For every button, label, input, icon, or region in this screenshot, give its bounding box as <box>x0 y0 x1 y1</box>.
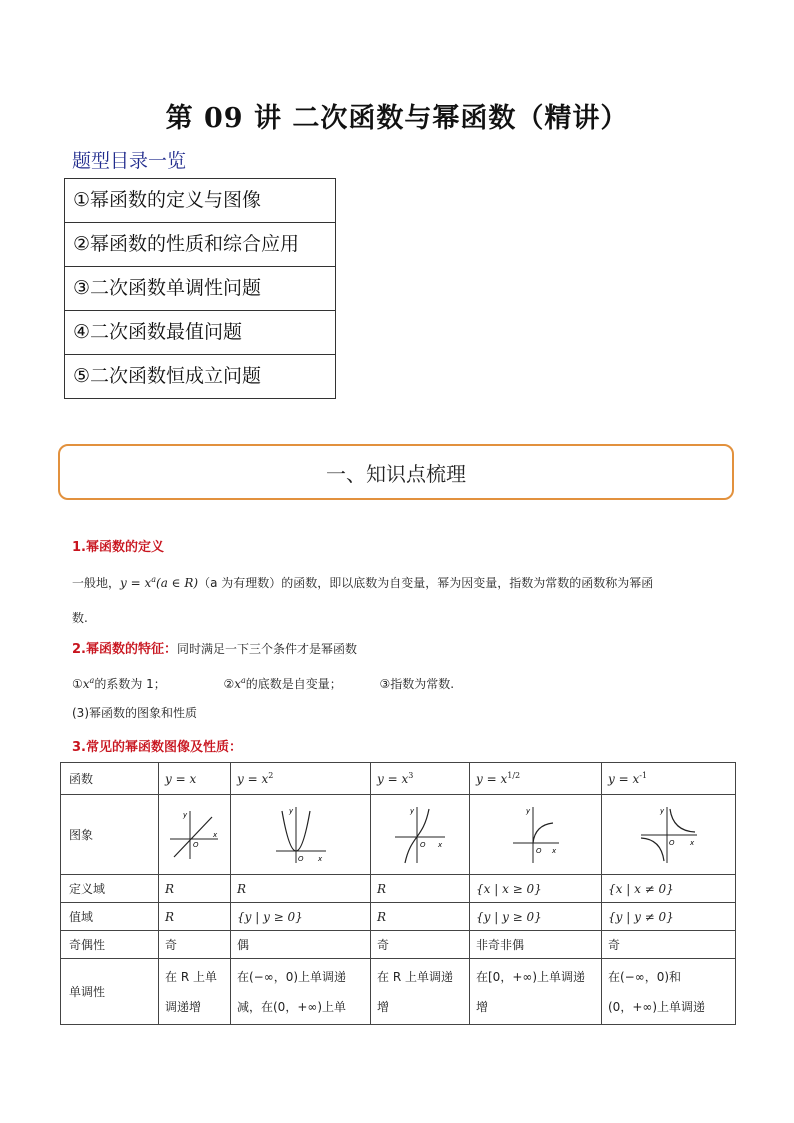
axis-y-label: y <box>182 810 187 819</box>
graph-cell <box>470 795 602 875</box>
svg-text:x: x <box>689 838 694 847</box>
features-heading: 2.幂函数的特征： <box>72 642 177 657</box>
parity-cell: 奇 <box>159 931 231 959</box>
row-label-range: 值域 <box>61 903 159 931</box>
parity-cell: 非奇非偶 <box>470 931 602 959</box>
monotonic-cell: 在 R 上单调递增 <box>159 959 231 1025</box>
graph-sqrt <box>509 805 563 865</box>
features-intro: 同时满足一下三个条件才是幂函数 <box>176 642 357 656</box>
svg-text:O: O <box>535 846 542 855</box>
definition-heading: 1.幂函数的定义 <box>72 540 164 555</box>
svg-text:O: O <box>668 838 675 847</box>
graph-cube <box>393 805 447 865</box>
function-cell: y = x <box>159 763 231 795</box>
domain-cell: {x | x ≥ 0} <box>470 875 602 903</box>
axis-x-label: x <box>212 830 217 839</box>
page-title: 第 09 讲 二次函数与幂函数（精讲） <box>165 103 629 134</box>
monotonic-cell: 在(−∞，0)上单调递减，在(0，+∞)上单 <box>231 959 371 1025</box>
toc-heading: 题型目录一览 <box>72 150 187 172</box>
graph-cell <box>159 795 231 875</box>
graph-square <box>274 805 328 865</box>
range-cell: {y | y ≥ 0} <box>470 903 602 931</box>
svg-text:O: O <box>297 854 304 863</box>
feature-item-3: ③指数为常数. <box>379 677 455 691</box>
monotonic-cell: 在 R 上单调递增 <box>371 959 470 1025</box>
parity-cell: 奇 <box>371 931 470 959</box>
row-label-parity: 奇偶性 <box>61 931 159 959</box>
section-title: 一、知识点梳理 <box>326 461 466 486</box>
features-items <box>72 666 454 699</box>
feature-item-1: $①x^a$的系数为 1； <box>72 676 166 691</box>
svg-text:x: x <box>551 846 556 855</box>
domain-cell: R <box>231 875 371 903</box>
range-cell: {y | y ≥ 0} <box>231 903 371 931</box>
svg-text:O: O <box>420 840 426 849</box>
function-cell: $y = x^3$ <box>371 763 470 795</box>
domain-cell: {x | x ≠ 0} <box>602 875 736 903</box>
definition-text-end: 数. <box>72 611 88 625</box>
domain-cell: R <box>159 875 231 903</box>
definition-formula: $y = x^a(a$ ∈ R) <box>120 575 199 590</box>
svg-text:y: y <box>410 806 415 815</box>
toc-item: ②幂函数的性质和综合应用 <box>65 223 336 267</box>
range-cell: R <box>371 903 470 931</box>
svg-text:y: y <box>659 806 664 815</box>
graph-cell <box>231 795 371 875</box>
parity-cell: 偶 <box>231 931 371 959</box>
graph-linear <box>168 809 222 861</box>
power-function-table <box>60 762 736 1025</box>
svg-text:y: y <box>288 806 293 815</box>
parity-cell: 奇 <box>602 931 736 959</box>
function-cell: $y = x^{-1}$ <box>602 763 736 795</box>
function-cell: $y = x^2$ <box>231 763 371 795</box>
svg-text:y: y <box>525 806 530 815</box>
monotonic-cell: 在[0，+∞)上单调递增 <box>470 959 602 1025</box>
range-cell: R <box>159 903 231 931</box>
toc-item: ④二次函数最值问题 <box>65 311 336 355</box>
graph-cell <box>602 795 736 875</box>
section-banner <box>58 444 734 500</box>
domain-cell: R <box>371 875 470 903</box>
features-line <box>72 634 357 665</box>
table-heading: 3.常见的幂函数图像及性质： <box>72 740 242 755</box>
row-label-function: 函数 <box>61 763 159 795</box>
toc-table <box>64 178 336 399</box>
graph-cell <box>371 795 470 875</box>
row-label-domain: 定义域 <box>61 875 159 903</box>
origin-label: O <box>192 840 199 849</box>
svg-text:x: x <box>438 840 443 849</box>
function-cell: $y = x^{1/2}$ <box>470 763 602 795</box>
definition-text: 一般地，$y = x^a(a$ ∈ R)（a 为有理数）的函数，即以底数为自变量，幂为因变量，指数为常数的函数称为幂函 <box>72 575 654 590</box>
toc-item: ③二次函数单调性问题 <box>65 267 336 311</box>
range-cell: {y | y ≠ 0} <box>602 903 736 931</box>
row-label-graph: 图象 <box>61 795 159 875</box>
graphs-note: (3)幂函数的图象和性质 <box>72 706 197 720</box>
toc-item: ⑤二次函数恒成立问题 <box>65 355 336 399</box>
toc-item: ①幂函数的定义与图像 <box>65 179 336 223</box>
feature-item-2: $②x^a$的底数是自变量； <box>223 676 342 691</box>
svg-text:x: x <box>317 854 322 863</box>
monotonic-cell: 在(−∞，0)和(0，+∞)上单调递 <box>602 959 736 1025</box>
row-label-monotonic: 单调性 <box>61 959 159 1025</box>
graph-reciprocal <box>639 805 699 865</box>
